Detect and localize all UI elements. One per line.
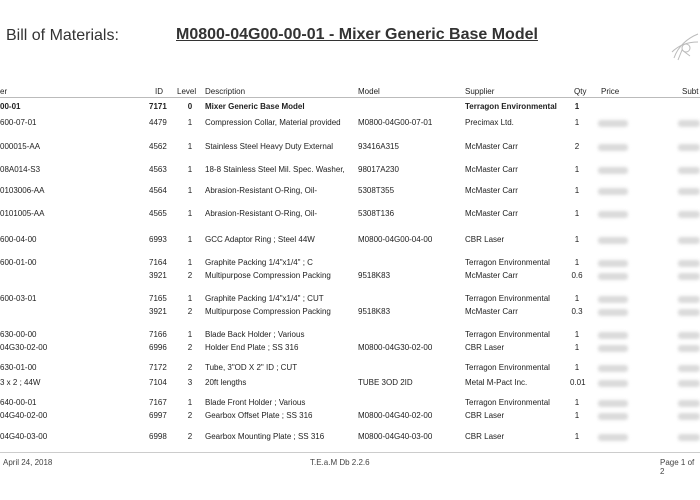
redacted-price [598,273,628,280]
cell-id: 4565 [149,209,167,218]
company-logo [668,28,700,62]
redacted-price [598,237,628,244]
cell-qty: 1 [574,118,580,127]
cell-description: Blade Front Holder ; Various [205,398,306,407]
redacted-price [598,345,628,352]
cell-supplier: McMaster Carr [465,209,518,218]
cell-id: 4563 [149,165,167,174]
redacted-subtotal [678,260,700,267]
redacted-price [598,296,628,303]
cell-model: M0800-04G00-07-01 [358,118,433,127]
cell-id: 7172 [149,363,167,372]
cell-part: 3 x 2 ; 44W [0,378,41,387]
cell-id: 7167 [149,398,167,407]
cell-description: Abrasion-Resistant O-Ring, Oil- [205,186,318,195]
cell-model: 5308T355 [358,186,395,195]
cell-level: 1 [187,258,193,267]
cell-part: 04G30-02-00 [0,343,48,352]
cell-qty: 0.3 [571,307,583,316]
redacted-subtotal [678,365,700,372]
cell-id: 4564 [149,186,167,195]
cell-model: 5308T136 [358,209,395,218]
cell-qty: 1 [574,209,580,218]
redacted-price [598,211,628,218]
cell-qty: 1 [574,235,580,244]
redacted-subtotal [678,332,700,339]
redacted-price [598,380,628,387]
page-title: Bill of Materials: [6,27,119,44]
cell-supplier: Precimax Ltd. [465,118,514,127]
cell-supplier: CBR Laser [465,432,505,441]
col-header-part: er [0,87,8,96]
cell-model: M0800-04G40-02-00 [358,411,433,420]
cell-part: 04G40-02-00 [0,411,48,420]
cell-part: 08A014-S3 [0,165,41,174]
cell-description: Blade Back Holder ; Various [205,330,305,339]
cell-supplier: CBR Laser [465,343,505,352]
cell-part: 630-00-00 [0,330,37,339]
cell-description: Holder End Plate ; SS 316 [205,343,299,352]
cell-supplier: Terragon Environmental [465,330,550,339]
cell-qty: 0.6 [571,271,583,280]
cell-description: 18-8 Stainless Steel Mil. Spec. Washer, [205,165,345,174]
redacted-price [598,400,628,407]
cell-id: 6997 [149,411,167,420]
cell-model: M0800-04G40-03-00 [358,432,433,441]
redacted-price [598,413,628,420]
cell-supplier: McMaster Carr [465,271,518,280]
col-header-price: Price [601,87,620,96]
cell-qty: 0.01 [570,378,586,387]
cell-part: 630-01-00 [0,363,37,372]
cell-level: 2 [187,343,193,352]
cell-id: 7164 [149,258,167,267]
redacted-subtotal [678,167,700,174]
cell-part: 04G40-03-00 [0,432,48,441]
col-header-qty: Qty [574,87,587,96]
redacted-subtotal [678,345,700,352]
redacted-subtotal [678,434,700,441]
footer-app-version: T.E.a.M Db 2.2.6 [310,458,370,467]
cell-description: GCC Adaptor Ring ; Steel 44W [205,235,315,244]
footer-page-number: Page 1 of 2 [660,458,695,476]
redacted-subtotal [678,309,700,316]
cell-description: Gearbox Offset Plate ; SS 316 [205,411,313,420]
redacted-price [598,260,628,267]
cell-supplier: McMaster Carr [465,186,518,195]
cell-qty: 1 [574,330,580,339]
col-header-subtotal: Subt [682,87,699,96]
redacted-subtotal [678,144,700,151]
cell-level: 3 [187,378,193,387]
cell-qty: 1 [574,165,580,174]
cell-description: Stainless Steel Heavy Duty External [205,142,334,151]
cell-description: Graphite Packing 1/4"x1/4" ; CUT [205,294,324,303]
cell-part: 600-01-00 [0,258,37,267]
cell-description: Multipurpose Compression Packing [205,307,331,316]
cell-qty: 1 [574,432,580,441]
cell-level: 0 [187,102,193,111]
cell-supplier: McMaster Carr [465,165,518,174]
cell-level: 1 [187,118,193,127]
cell-description: Graphite Packing 1/4"x1/4" ; C [205,258,313,267]
cell-qty: 1 [574,294,580,303]
cell-model: M0800-04G30-02-00 [358,343,433,352]
cell-qty: 1 [574,411,580,420]
redacted-subtotal [678,296,700,303]
redacted-price [598,434,628,441]
col-header-id: ID [155,87,163,96]
cell-id: 7104 [149,378,167,387]
cell-part: 640-00-01 [0,398,37,407]
header-divider [0,97,700,98]
cell-level: 1 [187,142,193,151]
cell-level: 2 [187,307,193,316]
cell-id: 7166 [149,330,167,339]
cell-supplier: Metal M-Pact Inc. [465,378,528,387]
cell-qty: 1 [574,186,580,195]
cell-level: 2 [187,411,193,420]
cell-description: Multipurpose Compression Packing [205,271,331,280]
cell-part: 000015-AA [0,142,41,151]
cell-qty: 1 [574,258,580,267]
cell-id: 6993 [149,235,167,244]
cell-level: 1 [187,165,193,174]
redacted-subtotal [678,380,700,387]
cell-id: 6998 [149,432,167,441]
redacted-price [598,365,628,372]
document-title: M0800-04G00-00-01 - Mixer Generic Base Model [176,26,538,43]
col-header-model: Model [358,87,380,96]
cell-model: 98017A230 [358,165,399,174]
cell-id: 3921 [149,271,167,280]
redacted-price [598,332,628,339]
cell-supplier: Terragon Environmental [465,398,550,407]
cell-level: 1 [187,209,193,218]
cell-model: TUBE 3OD 2ID [358,378,413,387]
cell-supplier: McMaster Carr [465,307,518,316]
cell-id: 4479 [149,118,167,127]
redacted-subtotal [678,273,700,280]
cell-model: 93416A315 [358,142,399,151]
cell-level: 1 [187,294,193,303]
cell-level: 1 [187,186,193,195]
cell-model: 9518K83 [358,271,391,280]
footer-divider [0,452,700,453]
redacted-subtotal [678,400,700,407]
cell-supplier: McMaster Carr [465,142,518,151]
cell-supplier: CBR Laser [465,235,505,244]
cell-supplier: Terragon Environmental [465,102,557,111]
cell-supplier: Terragon Environmental [465,294,550,303]
cell-id: 6996 [149,343,167,352]
cell-supplier: Terragon Environmental [465,363,550,372]
cell-qty: 1 [574,343,580,352]
redacted-price [598,188,628,195]
cell-part: 0101005-AA [0,209,45,218]
cell-part: 00-01 [0,102,21,111]
cell-description: Gearbox Mounting Plate ; SS 316 [205,432,325,441]
cell-model: M0800-04G00-04-00 [358,235,433,244]
cell-qty: 2 [574,142,580,151]
redacted-price [598,120,628,127]
redacted-subtotal [678,413,700,420]
cell-level: 1 [187,330,193,339]
cell-id: 7171 [149,102,167,111]
cell-level: 2 [187,363,193,372]
cell-part: 600-07-01 [0,118,37,127]
cell-part: 0103006-AA [0,186,45,195]
cell-level: 1 [187,398,193,407]
col-header-level: Level [177,87,197,96]
cell-qty: 1 [574,363,580,372]
redacted-subtotal [678,237,700,244]
cell-part: 600-03-01 [0,294,37,303]
cell-level: 2 [187,432,193,441]
cell-part: 600-04-00 [0,235,37,244]
cell-qty: 1 [574,398,580,407]
footer-date: April 24, 2018 [3,458,53,467]
redacted-subtotal [678,120,700,127]
col-header-supplier: Supplier [465,87,495,96]
cell-supplier: Terragon Environmental [465,258,550,267]
cell-level: 2 [187,271,193,280]
cell-qty: 1 [574,102,580,111]
cell-id: 4562 [149,142,167,151]
cell-supplier: CBR Laser [465,411,505,420]
redacted-price [598,144,628,151]
redacted-price [598,309,628,316]
cell-id: 3921 [149,307,167,316]
cell-description: Compression Collar, Material provided [205,118,341,127]
cell-description: Abrasion-Resistant O-Ring, Oil- [205,209,318,218]
cell-level: 1 [187,235,193,244]
col-header-description: Description [205,87,246,96]
redacted-price [598,167,628,174]
cell-description: Tube, 3"OD X 2" ID ; CUT [205,363,298,372]
cell-description: Mixer Generic Base Model [205,102,305,111]
redacted-subtotal [678,211,700,218]
cell-model: 9518K83 [358,307,391,316]
redacted-subtotal [678,188,700,195]
cell-description: 20ft lengths [205,378,247,387]
cell-id: 7165 [149,294,167,303]
